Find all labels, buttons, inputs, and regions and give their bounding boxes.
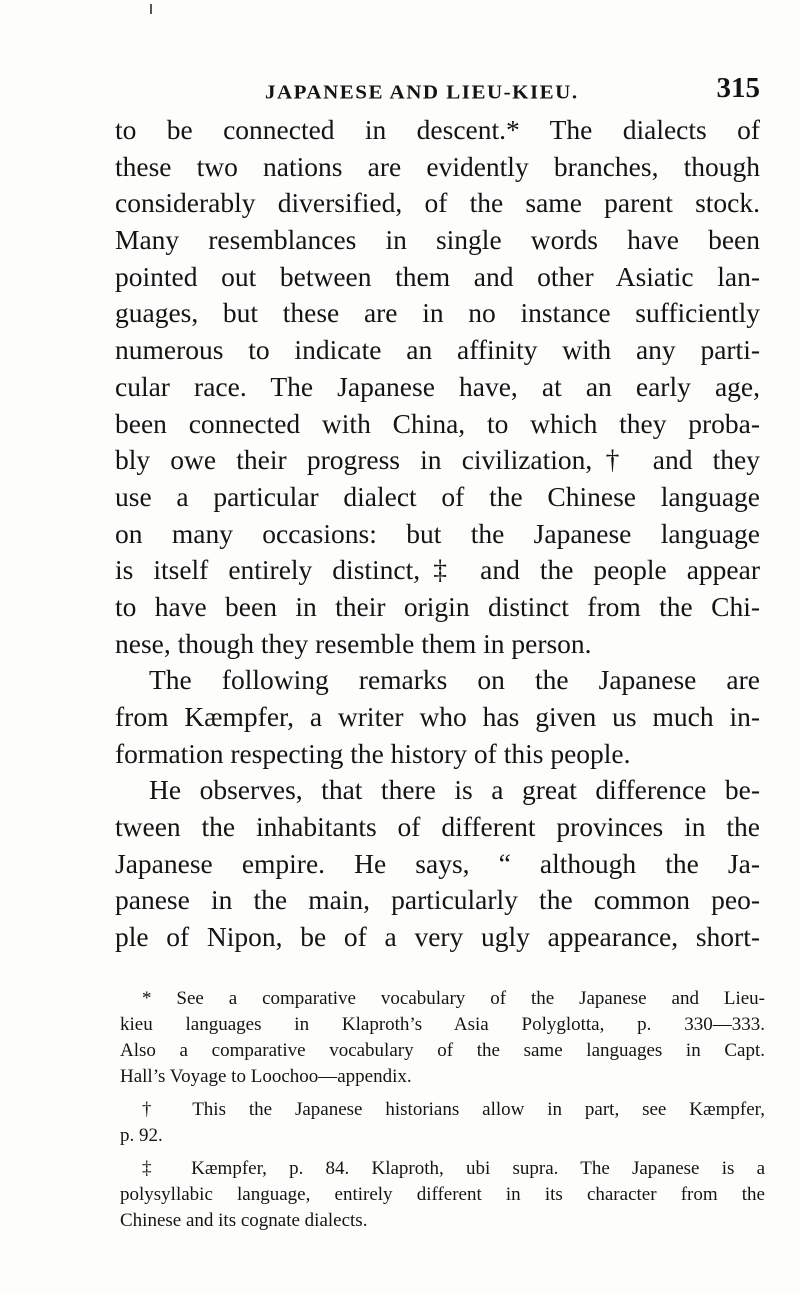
body-line: on many occasions: but the Japanese language	[115, 517, 760, 549]
body-line: Japanese empire. He says, “ although the Ja-	[115, 847, 760, 879]
body-line: considerably diversified, of the same parent stock.	[115, 187, 760, 219]
body-line: pointed out between them and other Asiatic lan-	[115, 260, 760, 292]
body-line: ple of Nipon, be of a very ugly appearance, short-	[115, 921, 760, 953]
body-line: nese, though they resemble them in person.	[115, 627, 592, 659]
page-number: 315	[716, 72, 760, 104]
body-line: tween the inhabitants of different provinces in the	[115, 811, 760, 843]
body-text	[115, 112, 760, 956]
body-line: formation respecting the history of this people.	[115, 737, 631, 769]
body-line: guages, but these are in no instance sufficiently	[115, 297, 760, 329]
footnote-line: p. 92.	[120, 1125, 163, 1146]
footnote-line: Chinese and its cognate dialects.	[120, 1210, 368, 1231]
footnote-line: † This the Japanese historians allow in part, see Kæmpfer,	[142, 1099, 765, 1120]
body-line: to be connected in descent.* The dialects of	[115, 114, 760, 145]
body-line: bly owe their progress in civilization,† and they	[115, 444, 760, 476]
body-line: Many resemblances in single words have been	[115, 224, 760, 256]
body-line: cular race. The Japanese have, at an early age,	[115, 370, 760, 402]
footnote-line: kieu languages in Klaproth’s Asia Polyglotta, p. 330—333.	[120, 1014, 765, 1035]
body-line: numerous to indicate an affinity with any parti-	[115, 334, 760, 366]
footnote-line: Also a comparative vocabulary of the same languages in Capt.	[120, 1040, 765, 1061]
body-line: from Kæmpfer, a writer who has given us much in-	[115, 701, 760, 732]
footnote-gap	[120, 1149, 765, 1156]
body-line: The following remarks on the Japanese are	[149, 664, 760, 696]
body-line: use a particular dialect of the Chinese language	[115, 480, 760, 512]
body-line: been connected with China, to which they proba-	[115, 407, 760, 439]
running-title: JAPANESE AND LIEU-KIEU.	[265, 80, 579, 104]
running-head	[115, 70, 760, 110]
footnote-line: Hall’s Voyage to Loochoo—appendix.	[120, 1066, 412, 1087]
footnotes	[120, 986, 765, 1234]
body-line: these two nations are evidently branches, though	[115, 150, 760, 182]
body-line: panese in the main, particularly the common peo-	[115, 884, 760, 916]
footnote-line: polysyllabic language, entirely different in its character from the	[120, 1184, 765, 1205]
body-line: He observes, that there is a great difference be-	[149, 774, 760, 806]
footnote-gap	[120, 1090, 765, 1097]
body-line: to have been in their origin distinct from the Chi-	[115, 590, 760, 622]
ink-mark	[150, 4, 152, 14]
footnote-line: * See a comparative vocabulary of the Japanese and Lieu-	[142, 988, 765, 1009]
body-line: is itself entirely distinct,‡ and the people appear	[115, 554, 760, 586]
footnote-line: ‡ Kæmpfer, p. 84. Klaproth, ubi supra. The Japanese is a	[142, 1158, 765, 1179]
